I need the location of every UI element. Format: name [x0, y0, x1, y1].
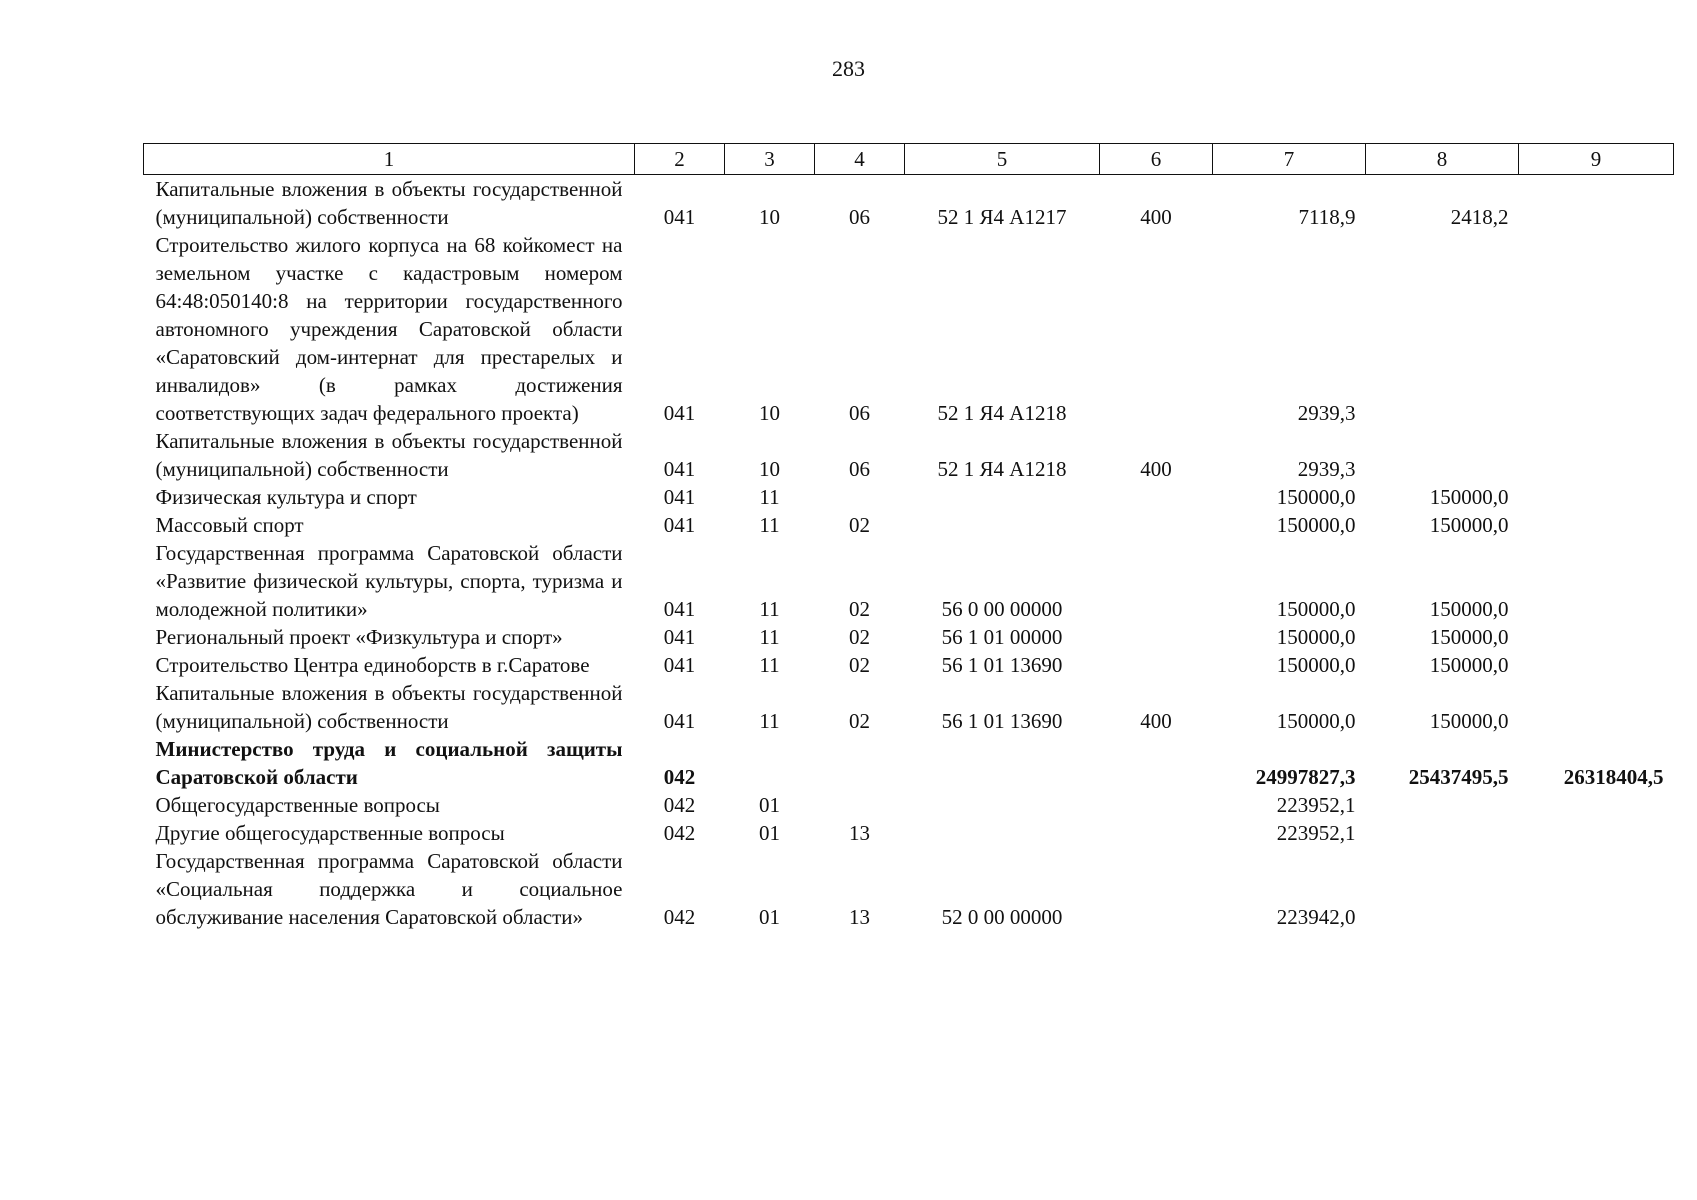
- table-row: [144, 735, 1674, 791]
- section-code: 11: [759, 485, 780, 509]
- amount-col-9: [1519, 819, 1674, 847]
- amount-col-9: [1519, 623, 1674, 651]
- amount-col-8: [1366, 847, 1519, 931]
- item-name: Строительство Центра единоборств в г.Саратове: [155, 653, 590, 677]
- amount-col-9: [1519, 679, 1674, 735]
- section-code: 01: [759, 905, 780, 929]
- expense-type-code: [1100, 539, 1213, 623]
- subsection-code: 06: [849, 401, 870, 425]
- section-code: 11: [759, 653, 780, 677]
- column-header: 5: [905, 144, 1100, 175]
- subsection-code: 13: [849, 821, 870, 845]
- amount-col-8: 150000,0: [1429, 625, 1509, 649]
- amount-col-8: 25437495,5: [1408, 765, 1509, 789]
- amount-col-8: 150000,0: [1429, 485, 1509, 509]
- target-article-code: 56 0 00 00000: [941, 597, 1063, 621]
- table-row: [144, 231, 1674, 427]
- item-name: Массовый спорт: [155, 513, 304, 537]
- amount-col-7: 223952,1: [1276, 793, 1356, 817]
- target-article-code: [905, 483, 1100, 511]
- expense-type-code: 400: [1140, 205, 1172, 229]
- table-body: [144, 175, 1674, 932]
- section-code: [725, 735, 815, 791]
- amount-col-7: 150000,0: [1276, 597, 1356, 621]
- expense-type-code: [1100, 651, 1213, 679]
- amount-col-7: 2939,3: [1297, 457, 1356, 481]
- section-code: 10: [759, 205, 780, 229]
- subsection-code: 02: [849, 597, 870, 621]
- subsection-code: [815, 735, 905, 791]
- target-article-code: 52 1 Я4 А1218: [937, 401, 1067, 425]
- amount-col-9: [1519, 511, 1674, 539]
- target-article-code: 56 1 01 13690: [941, 709, 1063, 733]
- expense-type-code: [1100, 483, 1213, 511]
- ministry-code: 041: [663, 401, 696, 425]
- table-row: [144, 847, 1674, 931]
- table-row: [144, 651, 1674, 679]
- table-row: [144, 511, 1674, 539]
- subsection-code: 06: [849, 457, 870, 481]
- expense-type-code: [1100, 819, 1213, 847]
- expense-type-code: [1100, 791, 1213, 819]
- column-header: 3: [725, 144, 815, 175]
- expense-type-code: 400: [1140, 457, 1172, 481]
- amount-col-7: 150000,0: [1276, 709, 1356, 733]
- amount-col-8: 150000,0: [1429, 709, 1509, 733]
- amount-col-7: 150000,0: [1276, 485, 1356, 509]
- item-name: Физическая культура и спорт: [155, 485, 417, 509]
- ministry-code: 041: [663, 457, 696, 481]
- table-row: [144, 679, 1674, 735]
- amount-col-7: 150000,0: [1276, 653, 1356, 677]
- table-row: [144, 427, 1674, 483]
- section-code: 01: [759, 821, 780, 845]
- page-number: 283: [832, 56, 865, 81]
- target-article-code: 52 1 Я4 А1218: [937, 457, 1067, 481]
- ministry-code: 042: [663, 793, 696, 817]
- table-row: [144, 539, 1674, 623]
- amount-col-9: [1519, 175, 1674, 232]
- target-article-code: [905, 791, 1100, 819]
- amount-col-9: 26318404,5: [1563, 765, 1664, 789]
- item-name: Капитальные вложения в объекты государственной (муниципальной) собственности: [155, 177, 623, 229]
- amount-col-8: [1366, 791, 1519, 819]
- target-article-code: [905, 511, 1100, 539]
- section-code: 11: [759, 597, 780, 621]
- ministry-code: 041: [663, 597, 696, 621]
- table-header: [144, 144, 1674, 175]
- section-code: 11: [759, 709, 780, 733]
- budget-table: [143, 143, 1674, 931]
- ministry-code: 041: [663, 709, 696, 733]
- subsection-code: 02: [849, 709, 870, 733]
- ministry-code: 041: [663, 205, 696, 229]
- expense-type-code: [1100, 623, 1213, 651]
- ministry-code: 041: [663, 625, 696, 649]
- amount-col-9: [1519, 791, 1674, 819]
- ministry-code: 041: [663, 653, 696, 677]
- column-header: 2: [635, 144, 725, 175]
- subsection-code: [815, 483, 905, 511]
- target-article-code: 56 1 01 00000: [941, 625, 1063, 649]
- item-name: Государственная программа Саратовской области «Развитие физической культуры, спорта, туризма и молодежной политики»: [155, 541, 623, 621]
- ministry-code: 041: [663, 513, 696, 537]
- amount-col-7: 7118,9: [1298, 205, 1356, 229]
- ministry-code: 042: [663, 821, 696, 845]
- amount-col-8: 150000,0: [1429, 513, 1509, 537]
- ministry-code: 042: [663, 765, 696, 789]
- amount-col-9: [1519, 427, 1674, 483]
- amount-col-8: [1366, 231, 1519, 427]
- column-header: 7: [1213, 144, 1366, 175]
- expense-type-code: [1100, 847, 1213, 931]
- item-name: Государственная программа Саратовской области «Социальная поддержка и социальное обслуживание населения Саратовской области»: [155, 849, 623, 929]
- expense-type-code: 400: [1140, 709, 1172, 733]
- amount-col-7: 2939,3: [1297, 401, 1356, 425]
- subsection-code: [815, 791, 905, 819]
- table-row: [144, 819, 1674, 847]
- item-name: Капитальные вложения в объекты государственной (муниципальной) собственности: [155, 429, 623, 481]
- item-name: Министерство труда и социальной защиты Саратовской области: [155, 737, 623, 789]
- subsection-code: 02: [849, 625, 870, 649]
- expense-type-code: [1100, 511, 1213, 539]
- table-row: [144, 483, 1674, 511]
- section-code: 11: [759, 513, 780, 537]
- column-header: 4: [815, 144, 905, 175]
- section-code: 10: [759, 401, 780, 425]
- expense-type-code: [1100, 231, 1213, 427]
- amount-col-9: [1519, 539, 1674, 623]
- subsection-code: 02: [849, 513, 870, 537]
- target-article-code: [905, 735, 1100, 791]
- expense-type-code: [1100, 735, 1213, 791]
- target-article-code: [905, 819, 1100, 847]
- ministry-code: 042: [663, 905, 696, 929]
- amount-col-8: [1366, 427, 1519, 483]
- column-header: 6: [1100, 144, 1213, 175]
- amount-col-9: [1519, 651, 1674, 679]
- item-name: Капитальные вложения в объекты государственной (муниципальной) собственности: [155, 681, 623, 733]
- section-code: 01: [759, 793, 780, 817]
- amount-col-7: 223952,1: [1276, 821, 1356, 845]
- amount-col-7: 150000,0: [1276, 513, 1356, 537]
- amount-col-9: [1519, 847, 1674, 931]
- subsection-code: 06: [849, 205, 870, 229]
- amount-col-8: 150000,0: [1429, 597, 1509, 621]
- amount-col-8: 2418,2: [1450, 205, 1509, 229]
- subsection-code: 13: [849, 905, 870, 929]
- table-row: [144, 175, 1674, 232]
- target-article-code: 56 1 01 13690: [941, 653, 1063, 677]
- amount-col-9: [1519, 231, 1674, 427]
- column-header: 1: [144, 144, 635, 175]
- amount-col-8: [1366, 819, 1519, 847]
- section-code: 10: [759, 457, 780, 481]
- column-header: 8: [1366, 144, 1519, 175]
- amount-col-7: 223942,0: [1276, 905, 1356, 929]
- item-name: Другие общегосударственные вопросы: [155, 821, 505, 845]
- column-header: 9: [1519, 144, 1674, 175]
- item-name: Общегосударственные вопросы: [155, 793, 440, 817]
- target-article-code: 52 0 00 00000: [941, 905, 1063, 929]
- amount-col-9: [1519, 483, 1674, 511]
- table-row: [144, 791, 1674, 819]
- target-article-code: 52 1 Я4 А1217: [937, 205, 1067, 229]
- section-code: 11: [759, 625, 780, 649]
- amount-col-8: 150000,0: [1429, 653, 1509, 677]
- table-row: [144, 623, 1674, 651]
- amount-col-7: 24997827,3: [1255, 765, 1356, 789]
- item-name: Региональный проект «Физкультура и спорт»: [155, 625, 563, 649]
- item-name: Строительство жилого корпуса на 68 койкомест на земельном участке с кадастровым номером 64:48:050140:8 на территории государственного автономного учреждения Саратовской области «Саратовский дом-интернат для престарелых и инвалидов» (в рамках достижения соответствующих задач федерального проекта): [155, 233, 623, 425]
- amount-col-7: 150000,0: [1276, 625, 1356, 649]
- subsection-code: 02: [849, 653, 870, 677]
- ministry-code: 041: [663, 485, 696, 509]
